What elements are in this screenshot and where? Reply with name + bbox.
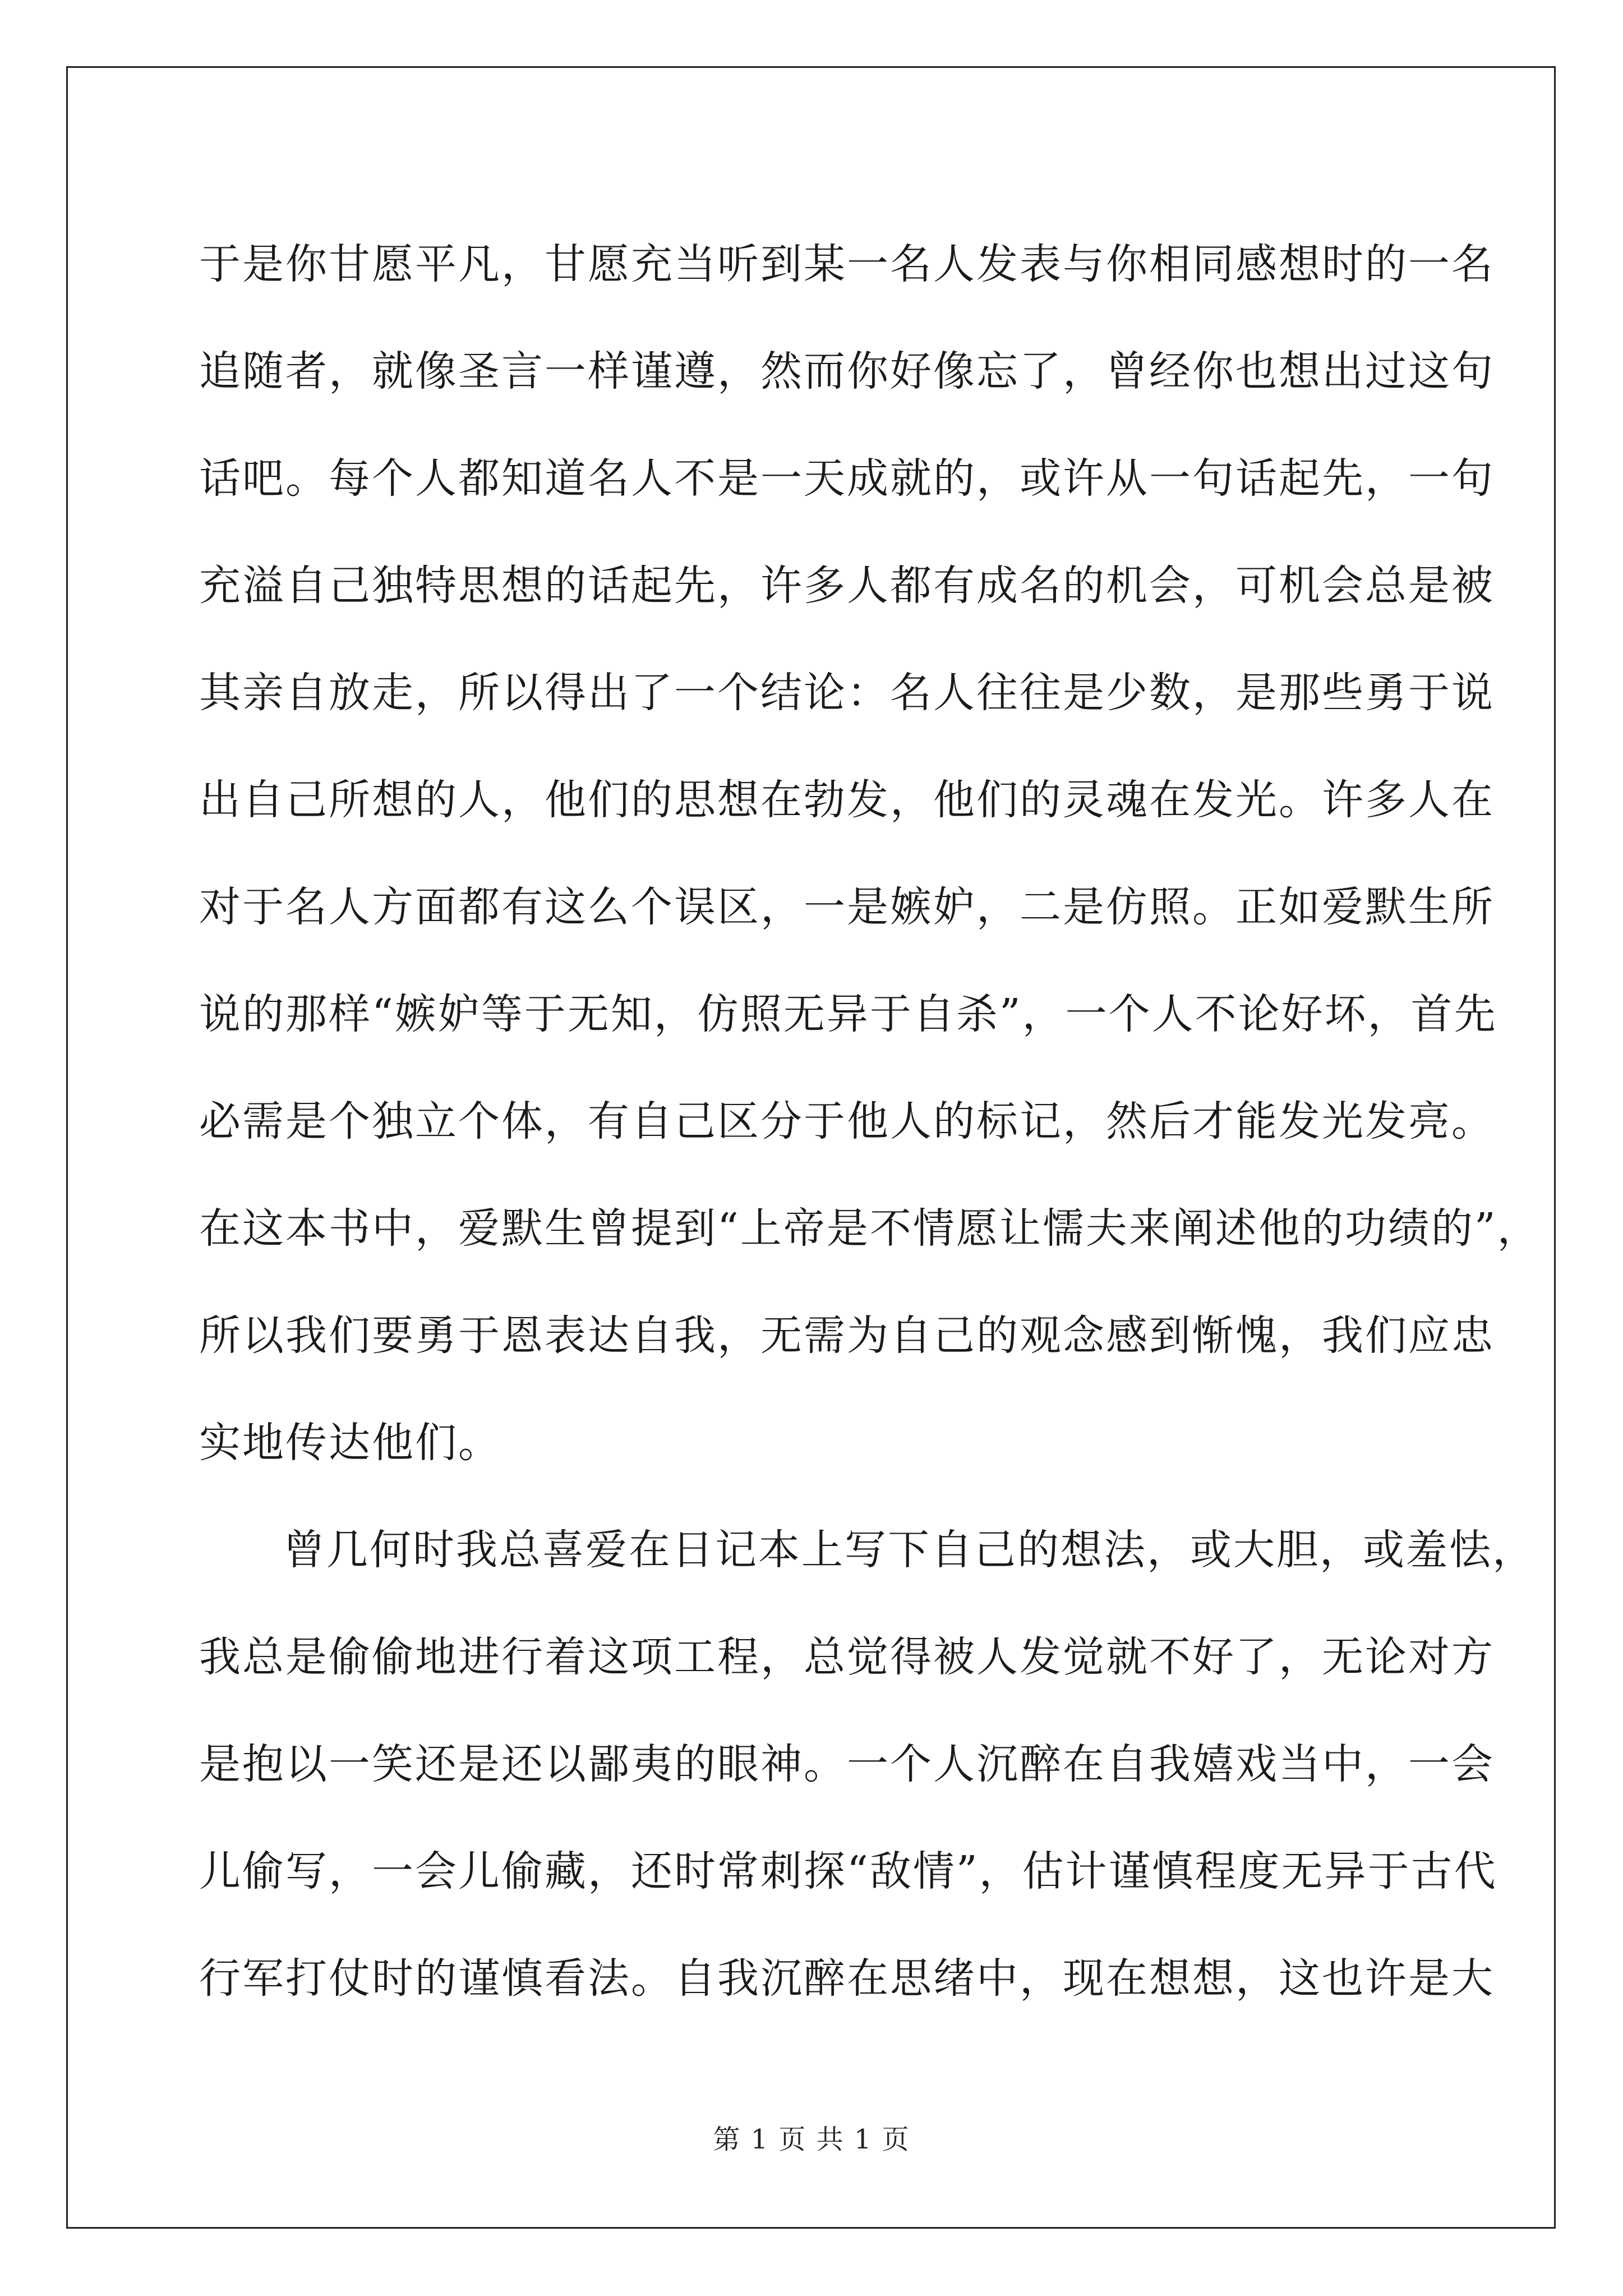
text-line-6: 出自己所想的人，他们的思想在勃发，他们的灵魂在发光。许多人在 — [199, 776, 1495, 824]
text-line-7: 对于名人方面都有这么个误区，一是嫉妒，二是仿照。正如爱默生所 — [199, 883, 1495, 931]
text-line-2: 追随者，就像圣言一样谨遵，然而你好像忘了，曾经你也想出过这句 — [199, 347, 1495, 395]
text-line-15: 是抱以一笑还是还以鄙夷的眼神。一个人沉醉在自我嬉戏当中，一会 — [199, 1740, 1495, 1788]
text-line-1: 于是你甘愿平凡，甘愿充当听到某一名人发表与你相同感想时的一名 — [199, 240, 1495, 288]
page-number-footer: 第 1 页 共 1 页 — [713, 2124, 910, 2155]
text-line-10: 在这本书中，爱默生曾提到“上帝是不情愿让懦夫来阐述他的功绩的”， — [199, 1204, 1541, 1253]
text-line-3: 话吧。每个人都知道名人不是一天成就的，或许从一句话起先，一句 — [199, 454, 1495, 503]
text-line-13: 曾几何时我总喜爱在日记本上写下自己的想法，或大胆，或羞怯， — [283, 1526, 1536, 1574]
text-line-5: 其亲自放走，所以得出了一个结论：名人往往是少数，是那些勇于说 — [199, 669, 1495, 717]
text-line-8: 说的那样“嫉妒等于无知，仿照无异于自杀”，一个人不论好坏，首先 — [199, 990, 1497, 1038]
text-line-12: 实地传达他们。 — [199, 1419, 501, 1467]
text-line-17: 行军打仗时的谨慎看法。自我沉醉在思绪中，现在想想，这也许是大 — [199, 1954, 1495, 2003]
text-line-14: 我总是偷偷地进行着这项工程，总觉得被人发觉就不好了，无论对方 — [199, 1633, 1495, 1681]
text-line-9: 必需是个独立个体，有自己区分于他人的标记，然后才能发光发亮。 — [199, 1097, 1495, 1145]
text-line-11: 所以我们要勇于恩表达自我，无需为自己的观念感到惭愧，我们应忠 — [199, 1312, 1495, 1360]
text-line-16: 儿偷写，一会儿偷藏，还时常刺探“敌情”，估计谨慎程度无异于古代 — [199, 1847, 1497, 1895]
text-line-4: 充溢自己独特思想的话起先，许多人都有成名的机会，可机会总是被 — [199, 562, 1495, 610]
document-body — [199, 211, 1541, 2032]
